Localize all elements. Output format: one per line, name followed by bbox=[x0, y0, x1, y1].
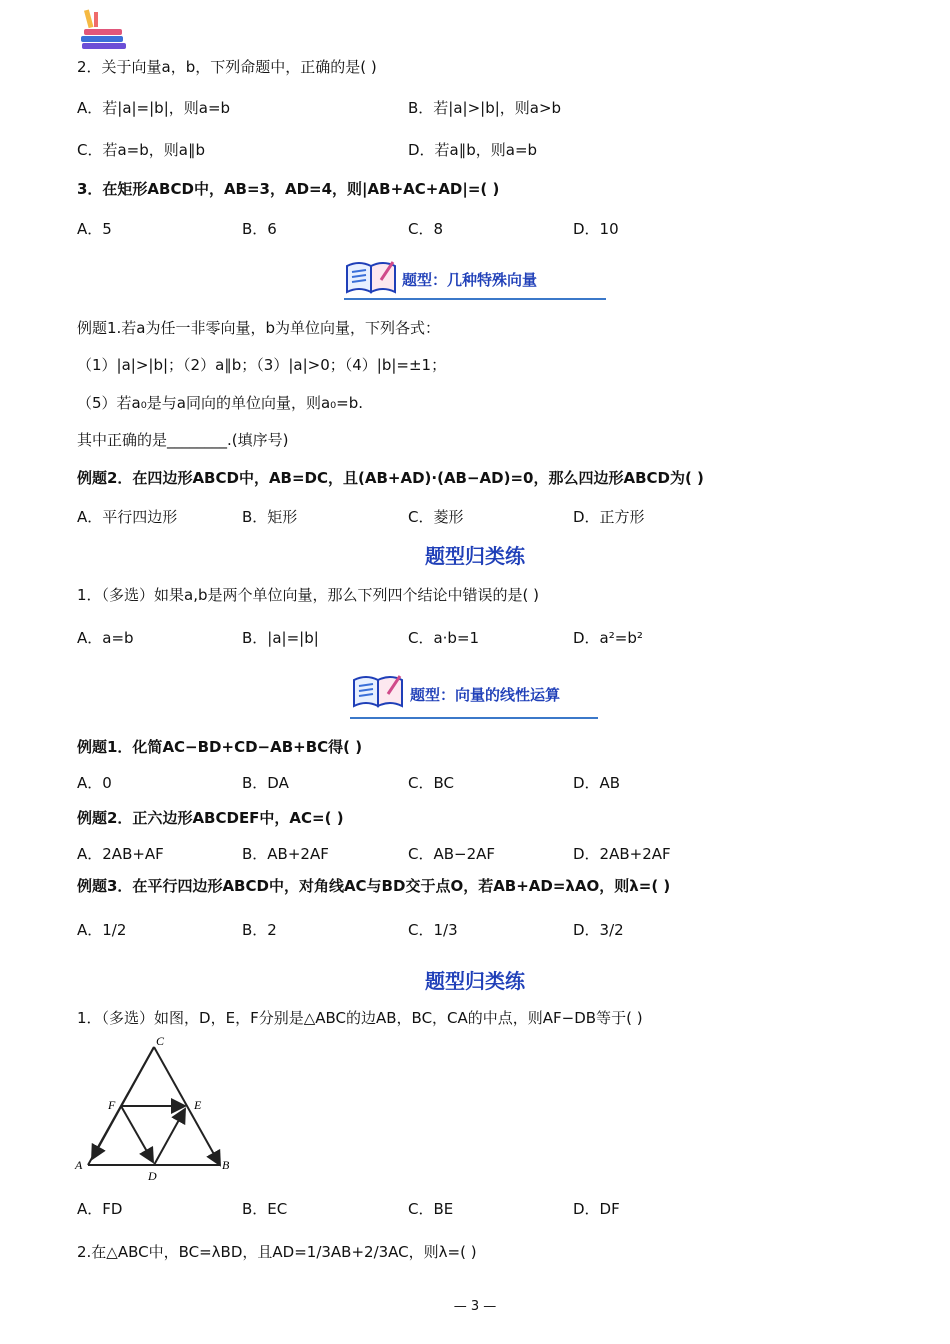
example-3-stem: 例题1．化简AC−BD+CD−AB+BC得( ) bbox=[77, 738, 363, 756]
ex2-option-b: B．矩形 bbox=[242, 508, 298, 526]
ex3-option-c: C．BC bbox=[408, 774, 454, 792]
example-4-stem: 例题2．正六边形ABCDEF中，AC=( ) bbox=[77, 809, 344, 827]
p1-option-a: A．a=b bbox=[77, 629, 134, 647]
p1-option-c: C．a·b=1 bbox=[408, 629, 480, 647]
q3-option-b: B．6 bbox=[242, 220, 277, 238]
p2-option-d: D．DF bbox=[573, 1200, 620, 1218]
practice-3-stem: 2.在△ABC中，BC=λBD，且AD=1/3AB+2/3AC，则λ=( ) bbox=[77, 1243, 477, 1261]
example-5-stem: 例题3．在平行四边形ABCD中，对角线AC与BD交于点O，若AB+AD=λAO，则λ=( ) bbox=[77, 877, 671, 895]
question-3-stem: 3．在矩形ABCD中，AB=3，AD=4，则|AB+AC+AD|=( ) bbox=[77, 180, 500, 198]
example-1-line-3: （5）若a₀是与a同向的单位向量，则a₀=b. bbox=[77, 394, 364, 412]
label-f: F bbox=[108, 1098, 116, 1112]
p1-option-d: D．a²=b² bbox=[573, 629, 643, 647]
label-c: C bbox=[156, 1035, 165, 1048]
ex2-option-a: A．平行四边形 bbox=[77, 508, 178, 526]
label-d: D bbox=[148, 1169, 157, 1183]
open-book-icon bbox=[343, 258, 399, 296]
p1-option-b: B．|a|=|b| bbox=[242, 629, 319, 647]
ex5-option-b: B．2 bbox=[242, 921, 277, 939]
ex5-option-d: D．3/2 bbox=[573, 921, 624, 939]
ex4-option-a: A．2AB+AF bbox=[77, 845, 164, 863]
ex3-option-b: B．DA bbox=[242, 774, 289, 792]
triangle-figure bbox=[70, 1035, 240, 1185]
q2-option-b: B．若|a|>|b|，则a>b bbox=[408, 99, 562, 117]
q3-option-a: A．5 bbox=[77, 220, 112, 238]
section-title-special-vectors: 题型：几种特殊向量 bbox=[402, 271, 538, 289]
ex3-option-a: A．0 bbox=[77, 774, 112, 792]
vector-ca bbox=[92, 1047, 154, 1159]
section-divider bbox=[344, 298, 606, 300]
ex3-option-d: D．AB bbox=[573, 774, 621, 792]
q2-option-d: D．若a∥b，则a=b bbox=[408, 141, 538, 159]
ex4-option-c: C．AB−2AF bbox=[408, 845, 496, 863]
open-book-icon bbox=[350, 672, 406, 710]
q3-option-c: C．8 bbox=[408, 220, 444, 238]
practice-heading: 题型归类练 bbox=[425, 969, 525, 993]
section-title-linear-operations: 题型：向量的线性运算 bbox=[410, 686, 561, 704]
q2-option-c: C．若a=b，则a∥b bbox=[77, 141, 205, 159]
example-1-line-1: 例题1.若a为任一非零向量，b为单位向量，下列各式： bbox=[77, 319, 441, 337]
vector-de bbox=[154, 1109, 185, 1165]
p2-option-a: A．FD bbox=[77, 1200, 123, 1218]
section-divider bbox=[350, 717, 598, 719]
ex4-option-d: D．2AB+2AF bbox=[573, 845, 671, 863]
p2-option-c: C．BE bbox=[408, 1200, 454, 1218]
vector-fd bbox=[121, 1106, 153, 1162]
practice-2-stem: 1．（多选）如图，D，E，F分别是△ABC的边AB，BC，CA的中点，则AF−DB等于( ) bbox=[77, 1009, 643, 1027]
practice-1-stem: 1．（多选）如果a,b是两个单位向量，那么下列四个结论中错误的是( ) bbox=[77, 586, 540, 604]
ex4-option-b: B．AB+2AF bbox=[242, 845, 329, 863]
q2-option-a: A．若|a|=|b|，则a=b bbox=[77, 99, 231, 117]
ex2-option-d: D．正方形 bbox=[573, 508, 645, 526]
ex5-option-c: C．1/3 bbox=[408, 921, 458, 939]
ex5-option-a: A．1/2 bbox=[77, 921, 127, 939]
q3-option-d: D．10 bbox=[573, 220, 619, 238]
practice-heading: 题型归类练 bbox=[425, 544, 525, 568]
label-a: A bbox=[75, 1158, 83, 1172]
example-2-stem: 例题2．在四边形ABCD中，AB=DC，且(AB+AD)·(AB−AD)=0，那么四边形ABCD为( ) bbox=[77, 469, 704, 487]
p2-option-b: B．EC bbox=[242, 1200, 288, 1218]
question-2-stem: 2．关于向量a，b，下列命题中，正确的是( ) bbox=[77, 58, 377, 76]
example-1-line-2: （1）|a|>|b|；（2）a∥b；（3）|a|>0；（4）|b|=±1； bbox=[77, 356, 447, 374]
label-b: B bbox=[222, 1158, 230, 1172]
pencil-books-icon bbox=[78, 8, 130, 50]
example-1-line-4: 其中正确的是________.(填序号) bbox=[77, 431, 289, 449]
ex2-option-c: C．菱形 bbox=[408, 508, 464, 526]
label-e: E bbox=[194, 1098, 202, 1112]
page-number: — 3 — bbox=[453, 1299, 497, 1314]
